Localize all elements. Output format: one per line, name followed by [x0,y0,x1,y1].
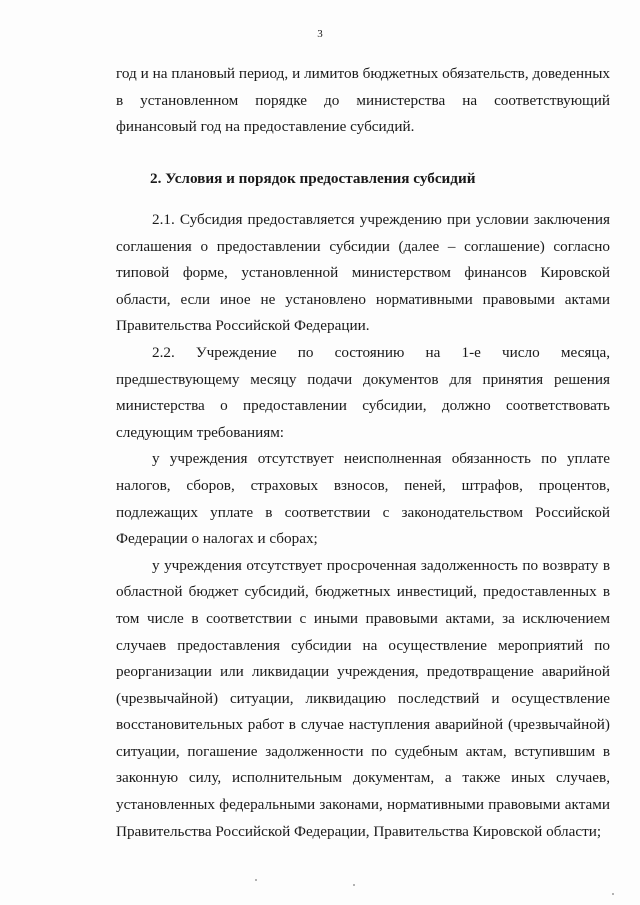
requirement-debt: у учреждения отсутствует просроченная задолженность по возврату в областной бюджет субсидий, бюджетных инвестиций, предоставленных в том числе в соответствии с иными правовыми актами, за исключением случаев предоставления субсидии на осуществление мероприятий по реорганизации или ликвидации учреждения, предотвращение аварийной (чрезвычайной) ситуации, ликвидацию последствий и осуществление восстановительных работ в случае наступления аварийной (чрезвычайной) ситуации, погашение задолженности по судебным актам, вступившим в законную силу, исполнительным документам, а также иных случаев, установленных федеральными законами, нормативными правовыми актами Правительства Российской Федерации, Правительства Кировской области; [116,556,610,840]
section-body [116,207,610,845]
intro-paragraph: год и на плановый период, и лимитов бюджетных обязательств, доведенных в установленном порядке до министерства на соответствующий финансовый год на предоставление субсидий. [116,65,610,136]
scan-speck [353,884,355,886]
scan-speck [255,879,257,881]
requirement-taxes: у учреждения отсутствует неисполненная обязанность по уплате налогов, сборов, страховых взносов, пеней, штрафов, процентов, подлежащих уплате в соответствии с законодательством Российской Федерации о налогах и сборах; [116,450,610,548]
scan-speck [612,893,614,895]
paragraph-2-2: 2.2. Учреждение по состоянию на 1-е число месяца, предшествующему месяцу подачи документов для принятия решения министерства о предоставлении субсидии, должно соответствовать следующим требованиям: [116,343,610,441]
page-number: 3 [317,28,323,40]
paragraph-2-1: 2.1. Субсидия предоставляется учреждению при условии заключения соглашения о предоставлении субсидии (далее – соглашение) согласно типовой форме, установленной министерством финансов Кировской области, если иное не установлено нормативными правовыми актами Правительства Российской Федерации. [116,211,610,335]
section-heading: 2. Условия и порядок предоставления субсидий [150,170,476,187]
intro-block [116,61,610,141]
